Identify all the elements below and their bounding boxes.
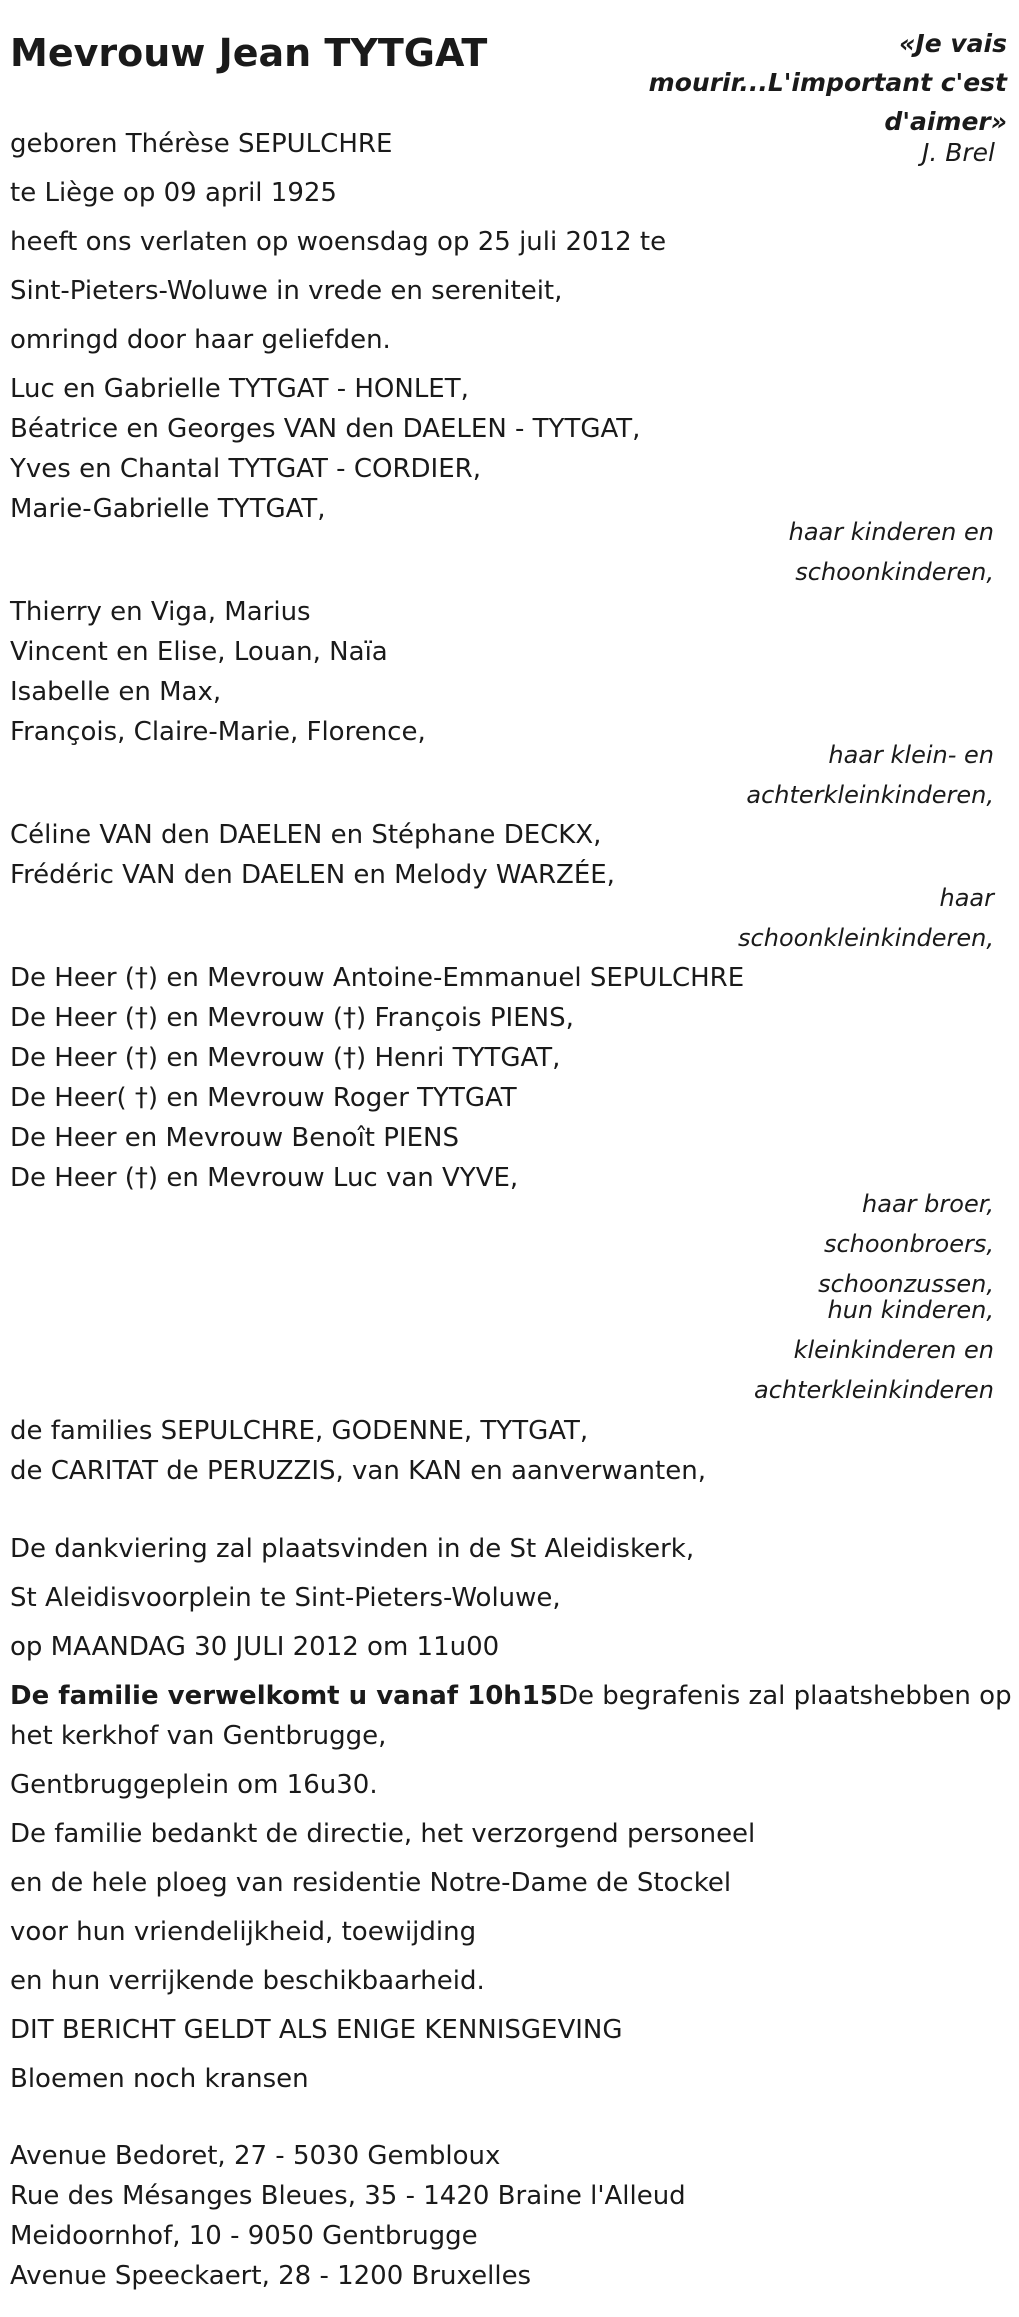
service-place: St Aleidisvoorplein te Sint-Pieters-Woluwe, [10,1583,561,1613]
thanks-line: De familie bedankt de directie, het verzorgend personeel [10,1819,756,1849]
grandchildren-caption: haar klein- en [828,741,994,769]
burial-intro: De begrafenis zal plaatshebben op [557,1681,1012,1711]
siblings-caption: haar broer, [862,1190,994,1218]
death-place: Sint-Pieters-Woluwe in vrede en sereniteit, [10,276,563,306]
list-item: Vincent en Elise, Louan, Naïa [10,637,388,667]
address-line: Avenue Speeckaert, 28 - 1200 Bruxelles [10,2261,532,2291]
list-item: De Heer( †) en Mevrouw Roger TYTGAT [10,1083,517,1113]
list-item: Luc en Gabrielle TYTGAT - HONLET, [10,374,469,404]
thanks-line: voor hun vriendelijkheid, toewijding [10,1917,477,1947]
list-item: Béatrice en Georges VAN den DAELEN - TYTGAT, [10,414,641,444]
quote-author: J. Brel [921,138,995,167]
notice-line: DIT BERICHT GELDT ALS ENIGE KENNISGEVING [10,2015,623,2045]
list-item: De Heer en Mevrouw Benoît PIENS [10,1123,459,1153]
grandchildren-in-law-caption: haar [939,884,994,912]
list-item: Yves en Chantal TYTGAT - CORDIER, [10,454,481,484]
siblings-caption: achterkleinkinderen [754,1376,994,1404]
children-caption: haar kinderen en [788,518,994,546]
birth-place-date: te Liège op 09 april 1925 [10,178,337,208]
address-line: Rue des Mésanges Bleues, 35 - 1420 Braine l'Alleud [10,2181,686,2211]
grandchildren-in-law-caption: schoonkleinkinderen, [738,924,994,952]
brel-quote: «Je vais mourir...L'important c'est d'aimer» [648,29,1007,136]
death-date: heeft ons verlaten op woensdag op 25 juli 2012 te [10,227,667,257]
address-line: Meidoornhof, 10 - 9050 Gentbrugge [10,2221,478,2251]
burial-time: Gentbruggeplein om 16u30. [10,1770,378,1800]
children-caption: schoonkinderen, [795,558,994,586]
list-item: De Heer (†) en Mevrouw Luc van VYVE, [10,1163,519,1193]
list-item: De Heer (†) en Mevrouw Antoine-Emmanuel SEPULCHRE [10,963,745,993]
siblings-caption: hun kinderen, [827,1296,994,1324]
list-item: de families SEPULCHRE, GODENNE, TYTGAT, [10,1416,589,1446]
thanks-line: en hun verrijkende beschikbaarheid. [10,1966,485,1996]
service-date: op MAANDAG 30 JULI 2012 om 11u00 [10,1632,500,1662]
service-welcome-line [10,1683,1012,1709]
page-title: Mevrouw Jean TYTGAT [10,31,488,75]
siblings-caption: schoonzussen, [818,1270,994,1298]
list-item: Céline VAN den DAELEN en Stéphane DECKX, [10,820,602,850]
burial-cemetery: het kerkhof van Gentbrugge, [10,1721,387,1751]
list-item: Marie-Gabrielle TYTGAT, [10,494,326,524]
grandchildren-caption: achterkleinkinderen, [746,781,994,809]
flowers-line: Bloemen noch kransen [10,2064,309,2094]
address-line: Avenue Bedoret, 27 - 5030 Gembloux [10,2141,501,2171]
list-item: Thierry en Viga, Marius [10,597,311,627]
list-item: François, Claire-Marie, Florence, [10,717,426,747]
list-item: Isabelle en Max, [10,677,222,707]
surrounded-line: omringd door haar geliefden. [10,325,391,355]
service-church: De dankviering zal plaatsvinden in de St Aleidiskerk, [10,1534,695,1564]
list-item: Frédéric VAN den DAELEN en Melody WARZÉE, [10,860,615,890]
siblings-caption: kleinkinderen en [793,1336,994,1364]
list-item: De Heer (†) en Mevrouw (†) François PIENS, [10,1003,574,1033]
list-item: de CARITAT de PERUZZIS, van KAN en aanverwanten, [10,1456,706,1486]
thanks-line: en de hele ploeg van residentie Notre-Dame de Stockel [10,1868,732,1898]
list-item: De Heer (†) en Mevrouw (†) Henri TYTGAT, [10,1043,561,1073]
siblings-caption: schoonbroers, [823,1230,994,1258]
welcome-time: De familie verwelkomt u vanaf 10h15 [10,1681,558,1711]
birth-name: geboren Thérèse SEPULCHRE [10,129,393,159]
